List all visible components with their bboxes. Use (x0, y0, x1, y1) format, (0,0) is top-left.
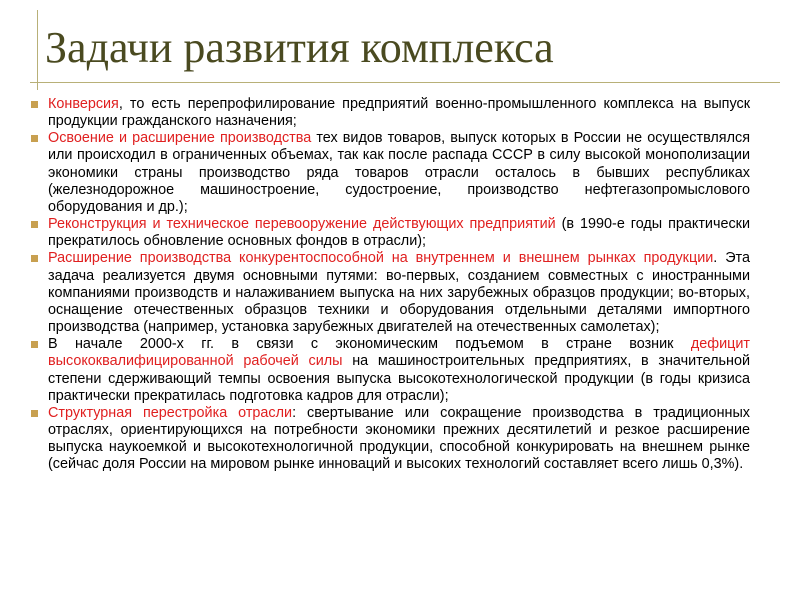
task-list (28, 96, 750, 473)
list-item-production-expansion (28, 130, 750, 216)
item-text: на машиностроительных предприятиях, в значительной степени сдерживающий темпы освоения выпуска высокотехнологической продукции (в годы кризиса практически прекратилась подготовка кадров для отрасли); (48, 353, 750, 404)
item-highlight: Реконструкция и техническое перевооружение действующих предприятий (48, 216, 556, 233)
item-text: . Эта задача реализуется двумя основными путями: во-первых, созданием совместных с иностранными компаниями производств и налаживанием выпуска на них зарубежных образцов продукции; во-вторых, оснащение отечественных образцов техники и оборудования отдельными деталями импортного производства (например, установка зарубежных двигателей на отечественных самолетах); (48, 250, 750, 336)
page-title: Задачи развития комплекса (45, 23, 554, 72)
title-horizontal-rule (30, 82, 780, 83)
item-text: , то есть перепрофилирование предприятий военно-промышленного комплекса на выпуск продукции гражданского назначения; (48, 96, 750, 130)
title-vertical-rule (37, 10, 38, 90)
square-bullet-icon (31, 255, 38, 262)
item-highlight: Структурная перестройка отрасли (48, 404, 293, 421)
list-item-labor-shortage (28, 336, 750, 405)
list-item-competitiveness (28, 250, 750, 336)
list-item-reconstruction (28, 216, 750, 250)
item-text: тех видов товаров, выпуск которых в России не осуществлялся или происходил в ограниченных объемах, так как после распада СССР в силу высокой монополизации экономики страны производство ряда товаров отрасли осталось в бывших республиках (железнодорожное машиностроение, судостроение, производство нефтегазопромыслового оборудования и др.); (48, 130, 750, 215)
item-highlight: дефицит высококвалифицированной рабочей силы (48, 336, 750, 370)
item-highlight: Расширение производства конкурентоспособной на внутреннем и внешнем рынках продукции (48, 250, 714, 267)
item-highlight: Освоение и расширение производства (48, 130, 312, 147)
square-bullet-icon (31, 341, 38, 348)
item-highlight: Конверсия (48, 96, 119, 112)
square-bullet-icon (31, 221, 38, 228)
square-bullet-icon (31, 410, 38, 417)
square-bullet-icon (31, 135, 38, 142)
list-item-restructuring (28, 405, 750, 474)
square-bullet-icon (31, 101, 38, 108)
item-text: : свертывание или сокращение производства в традиционных отраслях, ориентирующихся на потребности экономики прежних десятилетий и резкое расширение выпуска наукоемкой и высокотехнологичной продукции, способной конкурировать на внешнем рынке (сейчас доля России на мировом рынке инноваций и высоких технологий составляет всего лишь 0,3%). (48, 404, 750, 473)
item-text: (в 1990-е годы практически прекратилось обновление основных фондов в отрасли); (48, 216, 750, 250)
list-item-conversion (28, 96, 750, 130)
item-prefix: В начале 2000-х гг. в связи с экономическим подъемом в стране возник (48, 336, 691, 353)
